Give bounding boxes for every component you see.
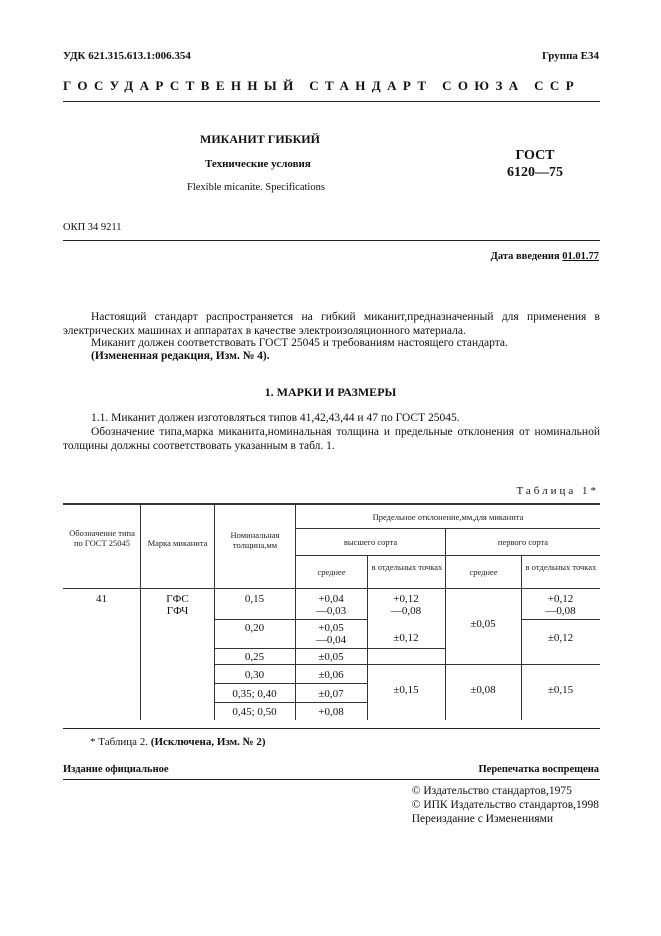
- cell-thickness: 0,25: [244, 651, 265, 663]
- cell-first-points: [521, 593, 600, 617]
- effective-date: [491, 251, 599, 262]
- intro-paragraph-1: Настоящий стандарт распространяется на гибкий миканит,предназначенный для применения в электрических машинах и аппаратах в качестве электроизоляционного материала.: [63, 311, 600, 337]
- cell-thickness: 0,20: [244, 622, 265, 634]
- footnote-bold: (Исключена, Изм. № 2): [150, 736, 266, 748]
- copyright-line: © ИПК Издательство стандартов,1998: [411, 799, 599, 811]
- footnote-text: * Таблица 2.: [90, 736, 151, 748]
- table-rule-deviation: [295, 528, 600, 529]
- table-footnote-rule: [63, 728, 600, 729]
- header-rule: [63, 101, 600, 102]
- cell-high-average: [295, 622, 367, 646]
- value-line: +0,04: [318, 593, 344, 605]
- th-grade-first: первого сорта: [497, 537, 549, 547]
- value-line: +0,12: [393, 593, 419, 605]
- official-edition: Издание официальное: [63, 764, 169, 775]
- intro-paragraph-2: Миканит должен соответствовать ГОСТ 25045 и требованиям настоящего стандарта.: [91, 337, 508, 349]
- cell-high-average: ±0,05: [318, 651, 344, 663]
- section-heading: 1. МАРКИ И РАЗМЕРЫ: [264, 385, 397, 399]
- cell-type: 41: [96, 593, 107, 605]
- table-row-rule: [214, 648, 445, 649]
- th-thickness: Номинальная толщина,мм: [230, 530, 280, 550]
- th-grade-high: высшего сорта: [343, 537, 398, 547]
- copyright-line: © Издательство стандартов,1975: [411, 785, 572, 797]
- copyright-block: [412, 784, 599, 826]
- cell-thickness: 0,15: [244, 593, 265, 605]
- gost-designation: [507, 147, 563, 181]
- cell-high-points: [367, 593, 445, 617]
- value-line: —0,03: [315, 605, 347, 617]
- th-brand: Марка миканита: [147, 538, 208, 548]
- cell-high-average: ±0,07: [318, 688, 344, 700]
- section-paragraph-1: 1.1. Миканит должен изготовляться типов 41,42,43,44 и 47 по ГОСТ 25045.: [91, 412, 460, 424]
- footnote: [90, 736, 266, 748]
- cell-thickness: 0,45; 0,50: [232, 706, 277, 718]
- effective-date-label: Дата введения: [490, 251, 560, 262]
- cell-first-points: ±0,12: [547, 632, 574, 644]
- cell-first-average: ±0,08: [470, 684, 496, 696]
- value-line: —0,08: [390, 605, 422, 617]
- table-row-rule: [214, 664, 600, 665]
- cell-high-average: +0,08: [318, 706, 344, 718]
- section-paragraph-2: Обозначение типа,марка миканита,номинальная толщина и предельные отклонения от номинальной толщины должны соответствовать указанным в табл. 1.: [63, 426, 600, 452]
- value-line: —0,04: [315, 634, 347, 646]
- cell-high-average: ±0,06: [318, 669, 344, 681]
- udk-code: УДК 621.315.613.1:006.354: [63, 50, 191, 62]
- cell-high-points: ±0,15: [393, 684, 419, 696]
- cell-thickness: 0,30: [244, 669, 265, 681]
- footer-rule: [63, 779, 600, 780]
- table-top-rule: [63, 503, 600, 505]
- copyright-line: Переиздание с Изменениями: [411, 813, 554, 825]
- english-title: Flexible micanite. Specifications: [187, 182, 325, 193]
- table-caption: Таблица 1*: [516, 485, 599, 497]
- cell-high-points: ±0,12: [393, 632, 419, 644]
- table-row-rule: [214, 683, 367, 684]
- document-subtitle: Технические условия: [205, 158, 311, 170]
- table-header-bottom-rule: [63, 588, 600, 589]
- state-standard-banner: ГОСУДАРСТВЕННЫЙ СТАНДАРТ СОЮЗА ССР: [63, 78, 581, 93]
- cell-brand: [141, 593, 214, 617]
- table-row-rule: [214, 702, 367, 703]
- okp-code: ОКП 34 9211: [63, 222, 122, 233]
- th-first-points: в отдельных точках: [525, 562, 597, 572]
- cell-high-average: [295, 593, 367, 617]
- th-first-average: среднее: [469, 567, 498, 577]
- gost-number: 6120—75: [507, 165, 563, 180]
- value-line: —0,08: [545, 605, 576, 617]
- gost-label: ГОСТ: [515, 148, 555, 163]
- cell-first-points: ±0,15: [547, 684, 574, 696]
- th-high-average: среднее: [317, 567, 346, 577]
- document-title: МИКАНИТ ГИБКИЙ: [200, 132, 320, 146]
- intro-amendment: (Измененная редакция, Изм. № 4).: [91, 350, 270, 362]
- table-rule-grades: [295, 555, 600, 556]
- th-high-points: в отдельных точках: [371, 562, 443, 572]
- brand-item: ГФС: [166, 593, 189, 605]
- effective-date-value: 01.01.77: [562, 251, 599, 262]
- value-line: +0,05: [318, 622, 344, 634]
- table-row-rule: [521, 619, 600, 620]
- table-row-rule: [214, 619, 367, 620]
- th-deviation: Предельное отклонение,мм,для миканита: [372, 512, 524, 522]
- reprint-prohibited: Перепечатка воспрещена: [478, 764, 599, 775]
- group-code: Группа Е34: [541, 50, 599, 62]
- th-type: Обозначение типа по ГОСТ 25045: [69, 528, 135, 548]
- value-line: +0,12: [547, 593, 574, 605]
- brand-item: ГФЧ: [166, 605, 189, 617]
- cell-thickness: 0,35; 0,40: [232, 688, 277, 700]
- okp-rule: [63, 240, 600, 241]
- cell-first-average: ±0,05: [470, 618, 496, 630]
